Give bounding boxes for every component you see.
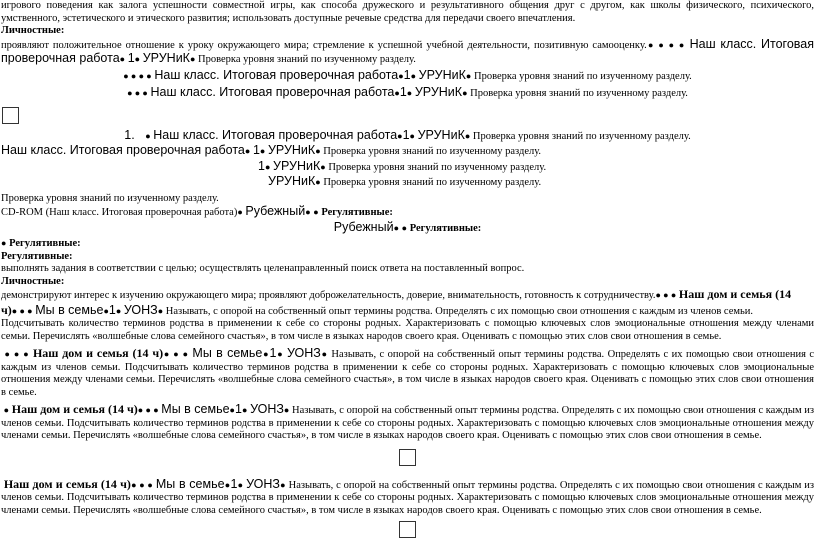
bullet: ● — [157, 305, 164, 316]
personal-paragraph-2 — [0, 288, 816, 303]
unit-title: Наш дом и семья (14 ч) — [32, 346, 164, 360]
bullet-group: ● ● ● — [655, 290, 677, 300]
bullet: ● — [410, 70, 417, 81]
bullet: ● — [276, 349, 284, 359]
bullet: ● — [320, 161, 326, 172]
indented-line-2 — [0, 175, 816, 190]
lesson-title: Мы в семье — [161, 402, 230, 416]
task-text-a: Называть, с опорой на собственный опыт термины родства. Определять с их помощью свои отношения с каждым из членов семьи. — [165, 305, 754, 317]
bullet: ● — [406, 88, 413, 98]
task-text: Называть, с опорой на собственный опыт термины родства. Определять с их помощью свои отношения с каждым из членов семьи. Подсчитывать количество терминов родства в применении к себе со стороны родных. Характеризовать с помощью ключевых слов эмоциональные отношения между членами семьи. Перечислять «волшебные слова семейного счастья», в том числе в языках народов своего края. Оценивать с помощью этих слов свои отношения в семье. — [1, 349, 815, 398]
unit-block-2 — [0, 347, 816, 399]
heading-our-class: Наш класс. Итоговая проверочная работа — [153, 127, 398, 142]
bullet: ● — [244, 146, 251, 156]
bullet: ● — [237, 207, 243, 217]
empty-checkbox — [399, 449, 416, 466]
heading-our-class: Наш класс. Итоговая проверочная работа — [154, 67, 399, 82]
regulative-bullet-line — [0, 237, 816, 251]
lesson-type: УРУНиК — [267, 143, 316, 157]
lesson-title: Мы в семье — [155, 476, 225, 491]
empty-checkbox — [399, 521, 416, 538]
bullet: ● — [315, 177, 321, 187]
check-level-text: Проверка уровня знаний по изученному разделу. — [470, 88, 688, 99]
bullet: ● — [3, 405, 10, 415]
lesson-type: УРУНиК — [417, 127, 465, 142]
unit-block-3 — [0, 403, 816, 443]
lesson-number: 1 — [399, 85, 407, 99]
bullet: ● — [103, 305, 109, 316]
bullet: ● — [279, 479, 286, 490]
numbered-line — [0, 129, 816, 144]
lesson-type: УРУНиК — [414, 85, 463, 99]
rubezh-text: Рубежный — [245, 204, 306, 218]
bullet: ● — [119, 54, 126, 64]
personal-label: Личностные: — [1, 25, 65, 36]
personal-paragraph — [0, 38, 816, 67]
list-number: 1. — [124, 127, 135, 142]
bullet: ● — [241, 405, 248, 415]
bullet-group: ● ● ● — [137, 405, 159, 415]
lesson-type: УРУНиК — [273, 158, 321, 173]
unit-line-1 — [0, 304, 816, 319]
cdrom-line — [0, 205, 816, 220]
check-level-text: Проверка уровня знаний по изученному разделу. — [323, 177, 542, 188]
bullet: ● — [115, 305, 122, 316]
bullet: ● — [409, 130, 415, 141]
bullet-group: ● ● ● — [127, 88, 148, 98]
left-line — [0, 144, 816, 159]
unit-title: Наш дом и семья (14 ч) — [3, 476, 131, 491]
heading-our-class: Наш класс. Итоговая проверочная работа — [1, 143, 245, 157]
lesson-number: 1 — [258, 158, 265, 173]
repeat-line-1 — [0, 69, 816, 84]
check-level-text: Проверка уровня знаний по изученному разделу. — [473, 70, 692, 82]
personal-label-2: Личностные: — [1, 275, 65, 287]
lesson-number: 1 — [252, 143, 260, 157]
bullet: ● — [462, 88, 468, 98]
bullet: ● — [259, 146, 266, 156]
heading-our-class: Наш класс. Итоговая проверочная работа — [1, 36, 815, 65]
task-text: Называть, с опорой на собственный опыт термины родства. Определять с их помощью свои отношения с каждым из членов семьи. Подсчитывать количество терминов родства в применении к себе со стороны родных. Характеризовать с помощью ключевых слов эмоциональные отношения между членами семьи. Перечислять «волшебные слова семейного счастья», в том числе в языках народов своего края. Оценивать с помощью этих слов свои отношения в семье. — [1, 405, 815, 441]
regulative-label: Регулятивные: — [321, 207, 393, 218]
bullet: ● — [1, 238, 7, 248]
lesson-type: УОНЗ — [250, 402, 284, 416]
heading-our-class: Наш класс. Итоговая проверочная работа — [150, 85, 395, 99]
bullet: ● — [320, 349, 328, 359]
bullet-group: ● ● ● ● — [646, 39, 686, 50]
lesson-type: УОНЗ — [123, 302, 158, 317]
bullet: ● — [262, 349, 270, 359]
personal-text: проявляют положительное отношение к уроку окружающего мира; стремление к успешной учебной деятельности, позитивную самооценку. — [1, 39, 647, 51]
bullet: ● — [397, 130, 403, 141]
unit-title: Наш дом и семья (14 — [678, 287, 792, 301]
bullet: ● — [398, 70, 404, 81]
bullet: ● — [401, 222, 408, 233]
cdrom-text: CD-ROM (Наш класс. Итоговая проверочная работа) — [1, 207, 238, 218]
bullet: ● — [313, 207, 319, 217]
lesson-type: УОНЗ — [287, 346, 321, 360]
bullet: ● — [134, 54, 141, 64]
bullet-group: ● ● ● — [163, 349, 189, 359]
unit-block-4 — [0, 478, 816, 518]
lesson-type: УРУНиК — [268, 174, 316, 188]
lesson-number: 1 — [403, 67, 411, 82]
lesson-type: УОНЗ — [246, 476, 280, 491]
bullet: ● — [224, 479, 231, 490]
lesson-type: УРУНиК — [142, 51, 190, 65]
check-level-text: Проверка уровня знаний по изученному разделу. — [328, 161, 547, 173]
lesson-title: Мы в семье — [35, 302, 104, 317]
unit-title: Наш дом и семья (14 ч) — [11, 402, 138, 416]
repeat-line-2 — [0, 86, 816, 101]
regulative-text: выполнять задания в соответствии с целью; осуществлять целенаправленный поиск ответа на поставленный вопрос. — [1, 263, 525, 274]
bullet: ● — [229, 405, 236, 415]
check-level-line: Проверка уровня знаний по изученному разделу. — [1, 192, 219, 204]
lesson-number: 1 — [269, 346, 277, 360]
bullet: ● — [394, 88, 400, 98]
bullet: ● — [237, 479, 244, 490]
rubezh-text: Рубежный — [333, 219, 394, 234]
lesson-number: 1 — [230, 476, 238, 491]
unit-hours: ч) — [1, 302, 12, 317]
check-level-text: Проверка уровня знаний по изученному разделу. — [198, 54, 416, 65]
regulative-label: Регулятивные: — [409, 222, 482, 234]
bullet: ● — [189, 54, 196, 64]
regulative-label-line: Регулятивные: — [1, 250, 73, 262]
bullet: ● — [283, 405, 290, 415]
lesson-type: УРУНиК — [418, 67, 466, 82]
bullet-group: ● ● ● — [4, 349, 30, 359]
check-level-text: Проверка уровня знаний по изученному разделу. — [472, 130, 691, 142]
indented-line-1 — [0, 160, 816, 175]
bullet: ● — [465, 70, 472, 81]
lesson-number: 1 — [108, 302, 116, 317]
regulative-label: Регулятивные: — [9, 238, 81, 249]
bullet: ● — [145, 130, 151, 141]
bullet: ● — [393, 222, 399, 233]
task-paragraph-1: Подсчитывать количество терминов родства в применении к себе со стороны родных. Характеризовать с помощью ключевых слов эмоциональные отношения между членами семьи. Перечислять «волшебные слова семейного счастья», в том числе в языках народов своего края. Оценивать с помощью этих слов свои отношения в семье. — [1, 318, 814, 342]
task-text: Называть, с опорой на собственный опыт термины родства. Определять с их помощью свои отношения с каждым из членов семьи. Подсчитывать количество терминов родства в применении к себе со стороны родных. Характеризовать с помощью ключевых слов эмоциональные отношения между членами семьи. Перечислять «волшебные слова семейного счастья», в том числе в языках народов своего края. Оценивать с помощью этих слов свои отношения в семье. — [1, 479, 814, 516]
empty-checkbox — [2, 107, 19, 124]
bullet-group: ● ● ● — [130, 479, 154, 490]
bullet-group: ● ● ● ● — [123, 70, 152, 81]
lesson-number: 1 — [127, 51, 135, 65]
check-level-text: Проверка уровня знаний по изученному разделу. — [323, 146, 542, 157]
lesson-number: 1 — [235, 402, 242, 416]
bullet: ● — [464, 130, 471, 141]
bullet-group: ● ● ● — [11, 305, 33, 316]
lesson-title: Мы в семье — [192, 346, 263, 360]
lesson-number: 1 — [402, 127, 410, 142]
bullet: ● — [315, 146, 321, 156]
bullet: ● — [264, 161, 271, 172]
bullet: ● — [305, 207, 311, 217]
personal-text-2: демонстрируют интерес к изучению окружающего мира; проявляют доброжелательность, доверие, внимательность, готовность к сотрудничеству. — [1, 290, 656, 301]
intro-paragraph: игрового поведения как залога успешности совместной игры, как способа дружеского и результативного общения друг с другом, как школы физического, психического, умственного, эстетического и этического развития; использовать доступные речевые средства для передачи своего впечатления. — [1, 0, 814, 24]
rubezh-center-line — [0, 221, 816, 236]
